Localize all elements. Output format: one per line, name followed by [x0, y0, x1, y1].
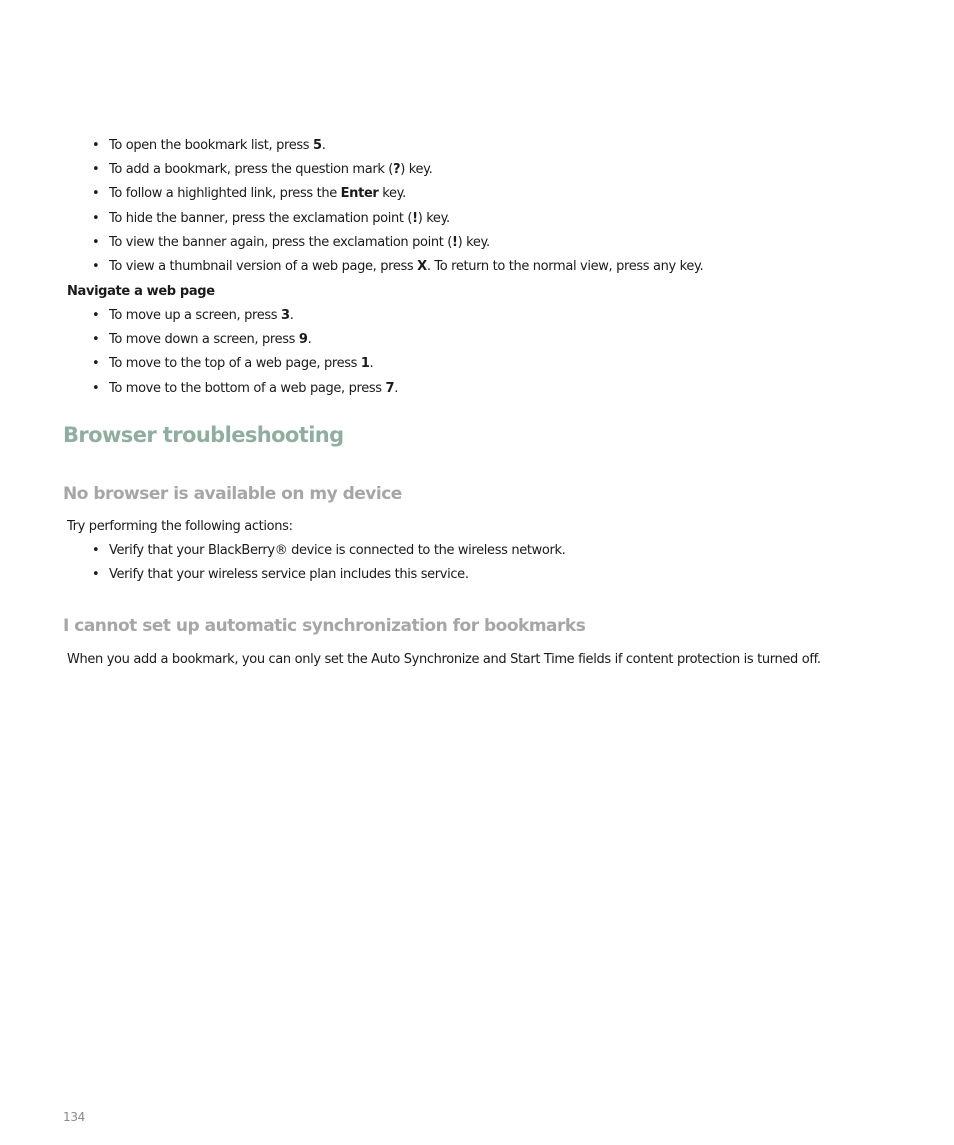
sync-bookmarks-body: When you add a bookmark, you can only set the Auto Synchronize and Start Time fields if content protection is turned off.: [67, 652, 821, 667]
list-item: [92, 182, 703, 206]
list-item: [92, 352, 398, 376]
list-item: [92, 255, 703, 279]
list-item-text: To follow a highlighted link, press the: [109, 186, 341, 202]
list-item-text: ) key.: [417, 210, 450, 226]
list-item: [92, 377, 398, 401]
navigate-web-page-heading: Navigate a web page: [67, 284, 215, 299]
list-item-text: To view a thumbnail version of a web page, press: [109, 258, 418, 274]
list-item: [92, 539, 565, 563]
list-item-text: . To return to the normal view, press any key.: [426, 258, 704, 274]
key-label: X: [417, 258, 427, 274]
sync-bookmarks-heading: I cannot set up automatic synchronization for bookmarks: [63, 616, 586, 636]
list-item: [92, 563, 565, 587]
list-item-text: To open the bookmark list, press: [109, 138, 313, 153]
list-item-text: .: [394, 380, 399, 396]
list-item-text: .: [369, 356, 374, 372]
list-item-text: ) key.: [400, 162, 433, 178]
list-item-text: Verify that your wireless service plan includes this service.: [109, 567, 469, 583]
list-item: [92, 134, 703, 158]
list-item-text: Verify that your BlackBerry® device is connected to the wireless network.: [109, 543, 566, 558]
list-item: [92, 304, 398, 328]
list-item-text: To move down a screen, press: [109, 332, 299, 348]
key-label: 1: [360, 356, 370, 372]
list-item-text: ) key.: [457, 234, 490, 250]
page-number: 134: [63, 1110, 86, 1124]
no-browser-heading: No browser is available on my device: [63, 484, 402, 504]
list-item-text: To hide the banner, press the exclamation point (: [109, 210, 413, 226]
key-label: !: [412, 210, 418, 226]
navigate-list: [92, 304, 398, 401]
list-item: [92, 231, 703, 255]
key-label: 7: [385, 380, 395, 396]
browser-shortcuts-list: [92, 134, 703, 279]
list-item-text: To move to the top of a web page, press: [109, 356, 361, 372]
list-item-text: To move to the bottom of a web page, press: [109, 380, 386, 396]
list-item-text: To view the banner again, press the exclamation point (: [109, 234, 453, 250]
list-item: [92, 328, 398, 352]
section-title: Browser troubleshooting: [63, 423, 344, 447]
key-label: 3: [281, 308, 290, 323]
key-label: !: [452, 234, 458, 250]
list-item: [92, 207, 703, 231]
key-label: 5: [312, 138, 322, 153]
key-label: Enter: [340, 186, 379, 202]
list-item-text: .: [321, 138, 326, 153]
list-item-text: .: [289, 308, 294, 323]
no-browser-intro: Try performing the following actions:: [67, 519, 293, 534]
key-label: ?: [393, 162, 401, 178]
list-item-text: To move up a screen, press: [109, 308, 281, 323]
list-item-text: To add a bookmark, press the question mark (: [109, 162, 394, 178]
no-browser-actions-list: [92, 539, 565, 587]
list-item-text: key.: [378, 186, 406, 202]
list-item: [92, 158, 703, 182]
key-label: 9: [298, 332, 308, 348]
list-item-text: .: [307, 332, 312, 348]
